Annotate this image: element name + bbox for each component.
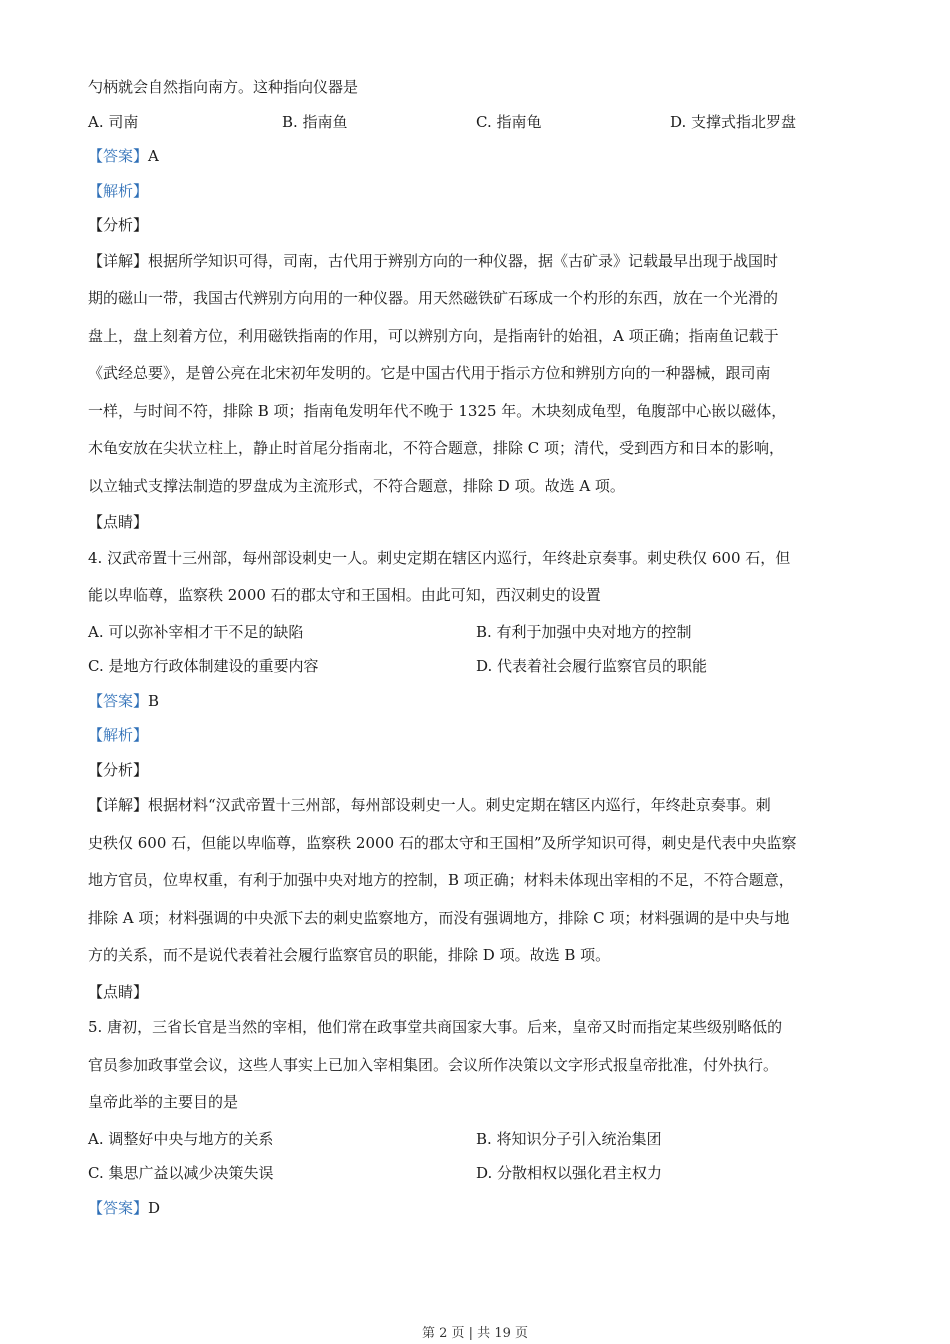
detail-tag: 【详解】 — [88, 251, 149, 270]
page-footer: 第 2 页 | 共 19 页 — [422, 1326, 528, 1341]
q3-detail-line: 木龟安放在尖状立柱上，静止时首尾分指南北，不符合题意，排除 C 项；清代，受到西方和日本的影响， — [88, 439, 785, 457]
q4-option-c: C. 是地方行政体制建设的重要内容 — [88, 657, 319, 675]
q4-detail-line: 史秩仅 600 石，但能以卑临尊，监察秩 2000 石的郡太守和王国相”及所学知识可得，刺史是代表中央监察 — [88, 833, 797, 852]
q4-stem-line: 4. 汉武帝置十三州部，每州部设刺史一人。刺史定期在辖区内巡行，年终赴京奏事。刺史秩仅 600 石，但 — [88, 548, 791, 567]
document-page — [88, 70, 878, 1225]
q4-answer — [88, 684, 878, 719]
answer-tag: 【答案】 — [88, 691, 149, 710]
q3-detail-line: 盘上，盘上刻着方位，利用磁铁指南的作用，可以辨别方向，是指南针的始祖，A 项正确；指南鱼记载于 — [88, 326, 779, 345]
q3-detail-line: 期的磁山一带，我国古代辨别方向用的一种仪器。用天然磁铁矿石琢成一个杓形的东西，放在一个光滑的 — [88, 289, 779, 307]
q4-options-row — [88, 649, 878, 684]
q3-answer — [88, 139, 878, 174]
q3-option-a: A. 司南 — [88, 112, 139, 131]
q5-stem-line: 皇帝此举的主要目的是 — [88, 1093, 239, 1111]
q5-option-b: B. 将知识分子引入统治集团 — [476, 1129, 662, 1148]
q3-detail-text: 根据所学知识可得，司南，古代用于辨别方向的一种仪器，据《古矿录》记载最早出现于战国时 — [148, 251, 779, 270]
q3-detail-line: 以立轴式支撑法制造的罗盘成为主流形式，不符合题意，排除 D 项。故选 A 项。 — [88, 476, 625, 495]
q5-option-a: A. 调整好中央与地方的关系 — [88, 1129, 274, 1148]
q3-fenxi-tag: 【分析】 — [88, 216, 149, 234]
q4-option-d: D. 代表着社会履行监察官员的职能 — [476, 657, 708, 675]
q3-detail-line: 一样，与时间不符，排除 B 项；指南龟发明年代不晚于 1325 年。木块刻成龟型，龟腹部中心嵌以磁体， — [88, 401, 787, 420]
q5-answer-value: D — [148, 1198, 161, 1217]
q5-answer — [88, 1191, 878, 1226]
q5-option-c: C. 集思广益以减少决策失误 — [88, 1164, 274, 1182]
q4-analysis-tag: 【解析】 — [88, 726, 149, 744]
q4-stem-line: 能以卑临尊，监察秩 2000 石的郡太守和王国相。由此可知，西汉刺史的设置 — [88, 586, 601, 604]
answer-tag: 【答案】 — [88, 147, 149, 165]
q4-option-a: A. 可以弥补宰相才干不足的缺陷 — [88, 622, 304, 641]
q3-answer-value: A — [148, 147, 159, 165]
q3-option-c: C. 指南龟 — [476, 112, 542, 131]
q3-dianjing-tag: 【点睛】 — [88, 513, 149, 531]
q5-stem-line: 官员参加政事堂会议，这些人事实上已加入宰相集团。会议所作决策以文字形式报皇帝批准，付外执行。 — [88, 1055, 779, 1074]
q4-dianjing-tag: 【点睛】 — [88, 982, 149, 1001]
q5-option-d: D. 分散相权以强化君主权力 — [476, 1164, 663, 1182]
q5-stem-line: 5. 唐初，三省长官是当然的宰相，他们常在政事堂共商国家大事。后来，皇帝又时而指定某些级别略低的 — [88, 1018, 783, 1036]
detail-tag: 【详解】 — [88, 796, 149, 814]
q4-detail-line: 排除 A 项；材料强调的中央派下去的刺史监察地方，而没有强调地方，排除 C 项；材料强调的是中央与地 — [88, 908, 790, 927]
q3-detail-line: 《武经总要》，是曾公亮在北宋初年发明的。它是中国古代用于指示方位和辨别方向的一种器械，跟司南 — [88, 364, 771, 382]
q4-detail-text: 根据材料“汉武帝置十三州部，每州部设刺史一人。刺史定期在辖区内巡行，年终赴京奏事。刺 — [148, 796, 771, 814]
q4-option-b: B. 有利于加强中央对地方的控制 — [476, 622, 692, 641]
q3-analysis-tag: 【解析】 — [88, 181, 149, 200]
q4-options-row — [88, 615, 878, 650]
q3-option-d: D. 支撑式指北罗盘 — [670, 112, 797, 131]
q4-answer-value: B — [148, 691, 160, 710]
q3-stem: 勺柄就会自然指向南方。这种指向仪器是 — [88, 78, 359, 96]
q3-options — [88, 105, 878, 140]
q3-detail-line — [88, 243, 878, 281]
q5-options-row — [88, 1156, 878, 1191]
q4-detail-line: 地方官员，位卑权重，有利于加强中央对地方的控制，B 项正确；材料未体现出宰相的不足，不符合题意， — [88, 871, 794, 889]
q5-options-row — [88, 1122, 878, 1157]
answer-tag: 【答案】 — [88, 1198, 149, 1217]
q3-option-b: B. 指南鱼 — [282, 112, 348, 131]
q4-detail-line — [88, 787, 878, 825]
q4-detail-line: 方的关系，而不是说代表着社会履行监察官员的职能，排除 D 项。故选 B 项。 — [88, 946, 611, 964]
q4-fenxi-tag: 【分析】 — [88, 760, 149, 779]
